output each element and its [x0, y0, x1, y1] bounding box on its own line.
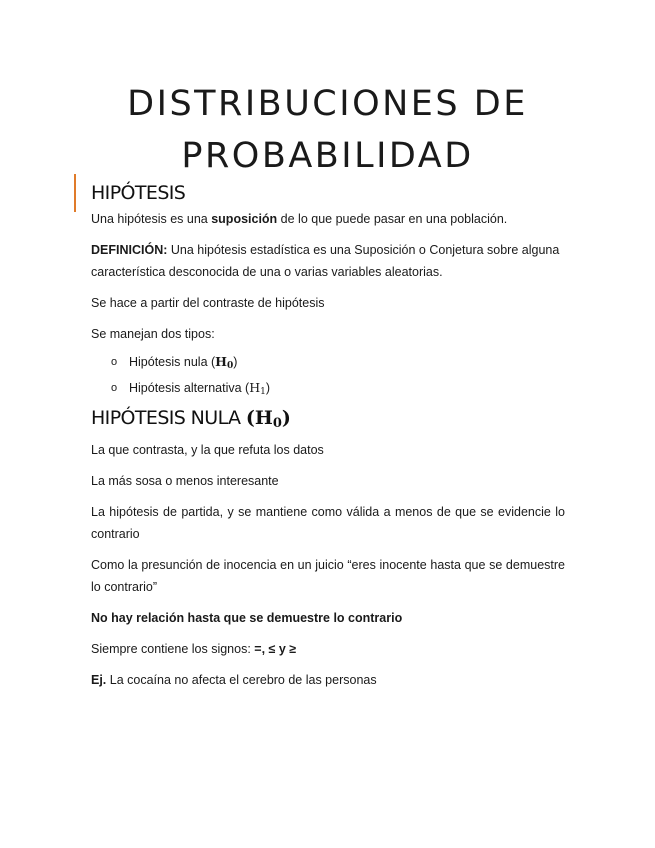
title-line-1: DISTRIBUCIONES DE	[127, 84, 528, 124]
paragraph-hipotesis-intro: Una hipótesis es una suposición de lo que puede pasar en una población.	[91, 212, 508, 226]
section-heading-hipotesis-nula: HIPÓTESIS NULA $(H_0)$	[91, 407, 291, 431]
list-item-hipotesis-nula: o Hipótesis nula $(H_0)$	[111, 351, 565, 377]
paragraph-sosa: La más sosa o menos interesante	[91, 474, 279, 488]
paragraph-definicion: DEFINICIÓN: Una hipótesis estadística es una Suposición o Conjetura sobre alguna característica desconocida de una o varias variables aleatorias.	[91, 243, 560, 279]
heading-accent-bar	[74, 174, 76, 212]
hypothesis-type-list	[91, 351, 565, 403]
h1-symbol: $H_1$	[249, 380, 266, 397]
paragraph-contraste: Se hace a partir del contraste de hipótesis	[91, 296, 325, 310]
bullet-icon: o	[111, 382, 118, 394]
signs-list: =, ≤ y ≥	[254, 642, 297, 656]
title-line-2: PROBABILIDAD	[181, 136, 474, 176]
h0-symbol: $H_0$	[215, 354, 234, 371]
h0-heading-symbol: $(H_0)$	[245, 407, 291, 431]
section-heading-hipotesis: HIPÓTESIS	[91, 182, 186, 204]
document-title	[0, 78, 655, 182]
example-label: Ej.	[91, 673, 107, 687]
paragraph-tipos: Se manejan dos tipos:	[91, 327, 215, 341]
paragraph-no-relacion: No hay relación hasta que se demuestre lo contrario	[91, 611, 403, 625]
list-item-hipotesis-alternativa: o Hipótesis alternativa $(H_1)$	[111, 377, 565, 403]
paragraph-presuncion: Como la presunción de inocencia en un juicio “eres inocente hasta que se demuestre lo contrario”	[91, 558, 565, 594]
paragraph-signos: Siempre contiene los signos: =, ≤ y ≥	[91, 642, 297, 656]
definicion-label: DEFINICIÓN:	[91, 243, 168, 257]
paragraph-contrasta: La que contrasta, y la que refuta los datos	[91, 443, 324, 457]
paragraph-partida: La hipótesis de partida, y se mantiene como válida a menos de que se evidencie lo contrario	[91, 505, 565, 541]
paragraph-ejemplo: Ej. La cocaína no afecta el cerebro de las personas	[91, 673, 377, 687]
bullet-icon: o	[111, 356, 118, 368]
document-body	[91, 178, 565, 700]
